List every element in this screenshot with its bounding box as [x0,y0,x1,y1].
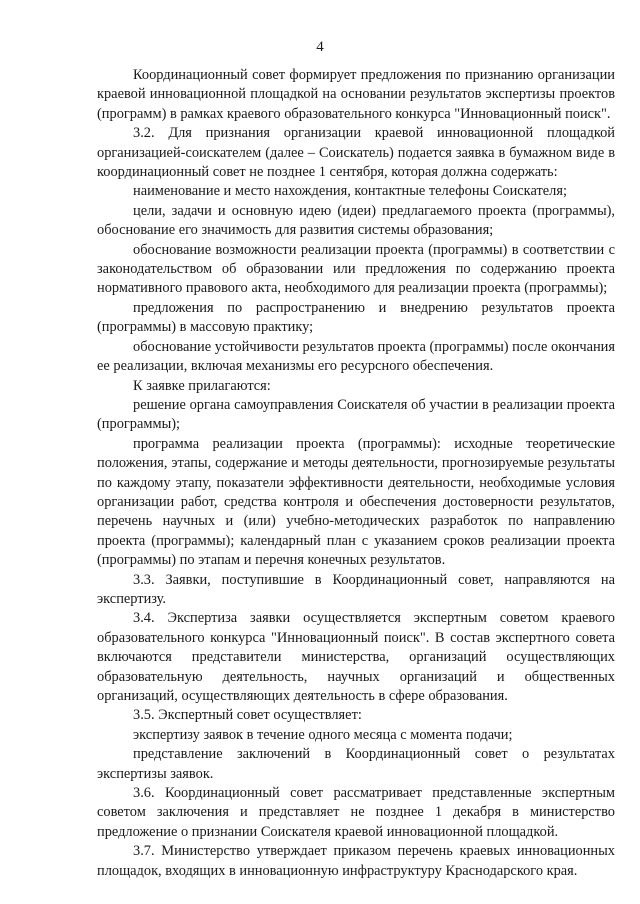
paragraph: 3.4. Экспертиза заявки осуществляется экспертным советом краевого образовательного конкурса "Инновационный поиск". В состав экспертного совета включаются представители министерства, организаций осуществляющих образовательную деятельность, научных организаций и общественных организаций, осуществляющих деятельность в сфере образования. [97,610,615,704]
list-item: обоснование возможности реализации проекта (программы) в соответствии с законодательством об образовании или предложения по содержанию проекта нормативного правового акта, необходимого для реализации проекта (программы); [97,241,615,297]
list-item: экспертизу заявок в течение одного месяца с момента подачи; [133,726,513,743]
paragraph: 3.2. Для признания организации краевой инновационной площадкой организацией-соискателем (далее – Соискатель) подается заявка в бумажном виде в координационный совет не позднее 1 сентября, которая должна содержать: [97,125,615,181]
list-item: решение органа самоуправления Соискателя об участии в реализации проекта (программы); [97,396,615,433]
paragraph: 3.6. Координационный совет рассматривает представленные экспертным советом заключения и представляет не позднее 1 декабря в министерство предложение о признании Соискателя краевой инновационной площадкой. [97,785,615,840]
list-item: программа реализации проекта (программы): исходные теоретические положения, этапы, содержание и методы деятельности, прогнозируемые результаты по каждому этапу, показатели эффективности деятельности, необходимые условия организации работ, средства контроля и обеспечения достоверности результатов, перечень научных и (или) учебно-методических разработок по направлению проекта (программы); календарный план с указанием сроков реализации проекта (программы) по этапам и перечня конечных результатов. [97,435,615,569]
page-number: 4 [316,39,324,55]
paragraph: Координационный совет формирует предложения по признанию организации краевой инновационной площадкой на основании результатов экспертизы проектов (программ) в рамках краевого образовательного конкурса "Инновационный поиск". [97,67,615,122]
paragraph: 3.7. Министерство утверждает приказом перечень краевых инновационных площадок, входящих в инновационную инфраструктуру Краснодарского края. [97,843,615,879]
list-item: наименование и место нахождения, контактные телефоны Соискателя; [133,183,567,200]
paragraph: К заявке прилагаются: [133,377,271,394]
list-item: представление заключений в Координационный совет о результатах экспертизы заявок. [97,746,615,782]
list-item: предложения по распространению и внедрению результатов проекта (программы) в массовую практику; [97,299,615,336]
paragraph: 3.3. Заявки, поступившие в Координационный совет, направляются на экспертизу. [97,571,615,607]
list-item: обоснование устойчивости результатов проекта (программы) после окончания ее реализации, включая механизмы его ресурсного обеспечения. [97,338,615,375]
list-item: цели, задачи и основную идею (идеи) предлагаемого проекта (программы), обоснование его значимость для развития системы образования; [97,202,615,239]
document-body [97,66,615,881]
paragraph: 3.5. Экспертный совет осуществляет: [133,707,362,724]
